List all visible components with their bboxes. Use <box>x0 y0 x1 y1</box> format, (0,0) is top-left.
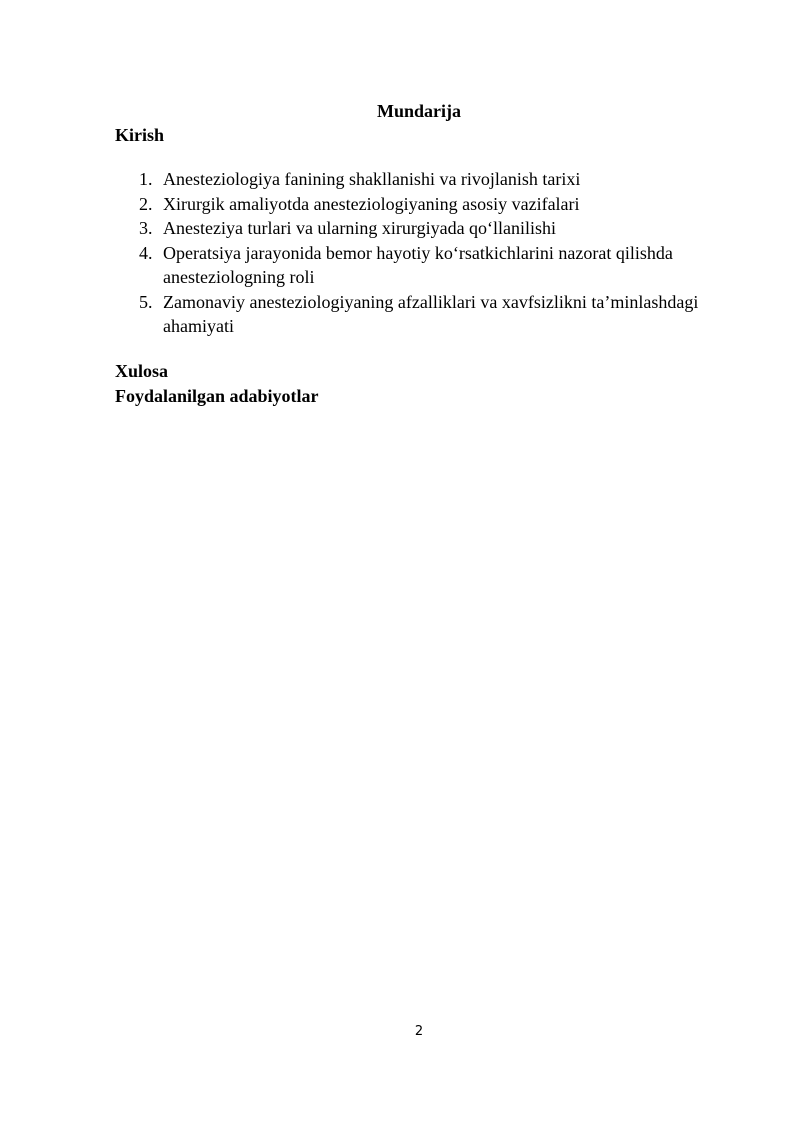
toc-item-number-wrap <box>115 167 163 192</box>
toc-item-text: Anesteziologiya fanining shakllanishi va rivojlanish tarixi <box>163 169 581 189</box>
toc-item-number: 3. <box>139 218 153 238</box>
toc-item-number-wrap <box>115 290 163 339</box>
toc-item-number: 2. <box>139 193 153 214</box>
toc-item <box>115 167 735 192</box>
toc-item <box>115 241 735 290</box>
toc-item-number: 1. <box>139 169 153 189</box>
toc-item-number-wrap <box>115 241 163 290</box>
toc-item-number: 4. <box>139 242 153 263</box>
page-title: Mundarija <box>376 101 461 121</box>
toc-item <box>115 290 735 339</box>
toc-item-text: Zamonaviy anesteziologiyaning afzalliklari va xavfsizlikni ta’minlashdagi ahamiyati <box>163 291 699 336</box>
toc-item-number-wrap <box>115 192 163 217</box>
table-of-contents <box>115 167 735 339</box>
toc-item-text: Operatsiya jarayonida bemor hayotiy ko‘rsatkichlarini nazorat qilishda anesteziologning roli <box>163 242 673 287</box>
toc-item-text: Anesteziya turlari va ularning xirurgiyada qo‘llanilishi <box>163 218 557 238</box>
toc-item-number: 5. <box>139 291 153 312</box>
toc-item-text: Xirurgik amaliyotda anesteziologiyaning asosiy vazifalari <box>163 193 580 214</box>
page-number: 2 <box>414 1024 424 1039</box>
conclusion-heading: Xulosa <box>115 361 169 381</box>
toc-item-number-wrap <box>115 216 163 241</box>
toc-item <box>115 192 735 217</box>
intro-heading: Kirish <box>115 125 165 145</box>
toc-item <box>115 216 735 241</box>
references-heading: Foydalanilgan adabiyotlar <box>115 386 319 406</box>
